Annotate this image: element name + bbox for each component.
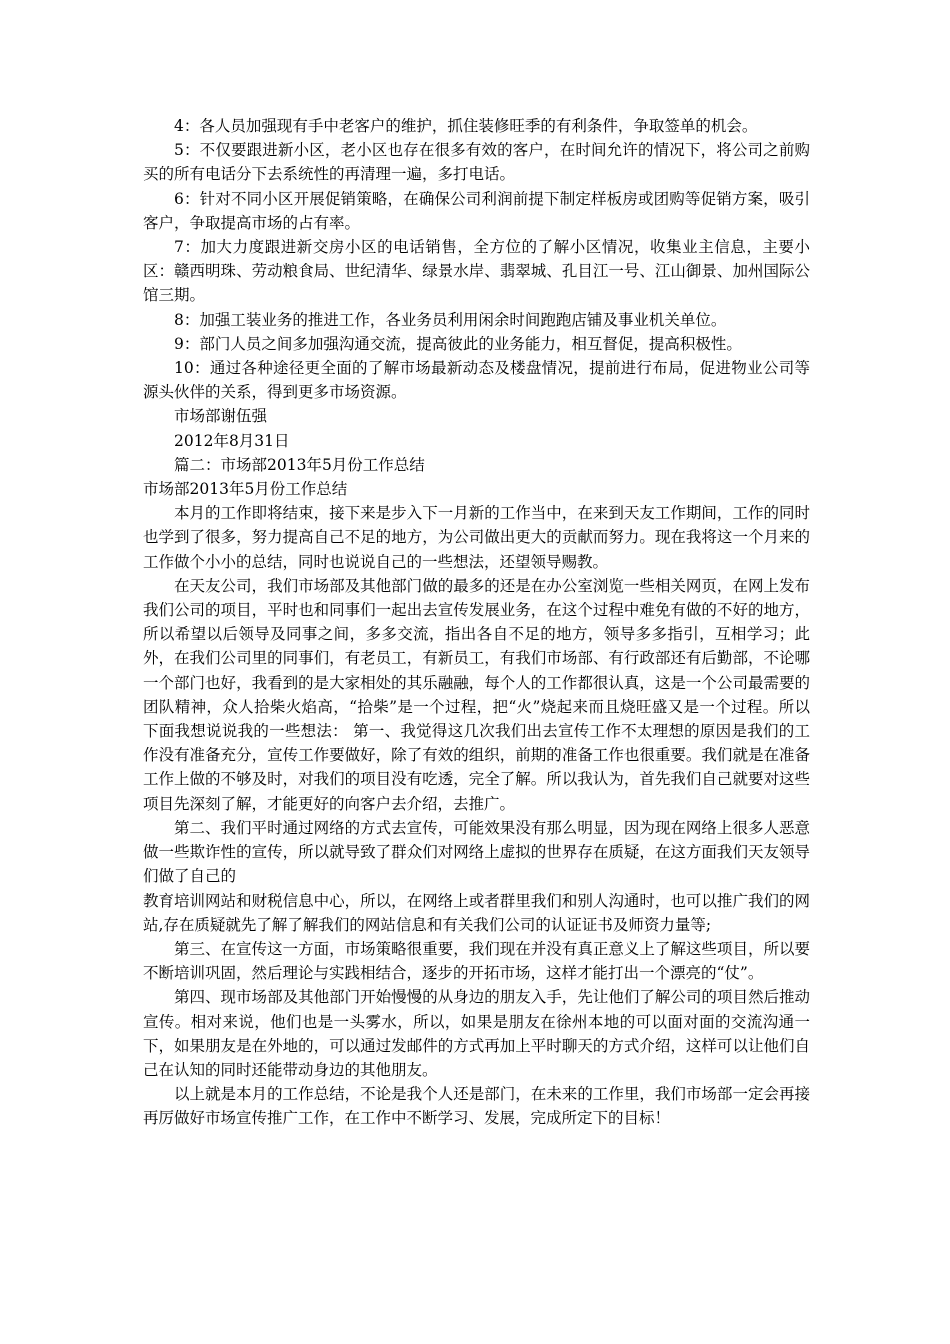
body-paragraph-company: 在天友公司，我们市场部及其他部门做的最多的还是在办公室浏览一些相关网页，在网上发布我们公司的项目，平时也和同事们一起出去宣传发展业务，在这个过程中难免有做的不好的地方，所以希望以后领导及同事之间，多多交流，指出各自不足的地方，领导多多指引，互相学习；此外，在我们公司里的同事们，有老员工，有新员工，有我们市场部、有行政部还有后勤部，不论哪一个部门也好，我看到的是大家相处的其乐融融，每个人的工作都很认真，这是一个公司最需要的团队精神，众人拾柴火焰高，“拾柴”是一个过程，把“火”烧起来而且烧旺盛又是一个过程。所以下面我想说说我的一些想法： 第一、我觉得这几次我们出去宣传工作不太理想的原因是我们的工作没有准备充分，宣传工作要做好，除了有效的组织，前期的准备工作也很重要。我们就是在准备工作上做的不够及时，对我们的项目没有吃透，完全了解。所以我认为，首先我们自己就要对这些项目先深刻了解，才能更好的向客户去介绍，去推广。: [143, 576, 810, 813]
body-paragraph-third: 第三、在宣传这一方面，市场策略很重要，我们现在并没有真正意义上了解这些项目，所以要不断培训巩固，然后理论与实践相结合，逐步的开拓市场，这样才能打出一个漂亮的“仗”。: [143, 939, 810, 983]
signature-date: 2012年8月31日: [174, 431, 290, 450]
paragraph-item-4: 4：各人员加强现有手中老客户的维护，抓住装修旺季的有利条件，争取签单的机会。: [174, 117, 758, 135]
paragraph-item-6: 6：针对不同小区开展促销策略，在确保公司利润前提下制定样板房或团购等促销方案，吸引客户，争取提高市场的占有率。: [143, 189, 810, 232]
body-paragraph-fourth: 第四、现市场部及其他部门开始慢慢的从身边的朋友入手，先让他们了解公司的项目然后推动宣传。相对来说，他们也是一头雾水，所以，如果是朋友在徐州本地的可以面对面的交流沟通一下，如果朋友是在外地的，可以通过发邮件的方式再加上平时聊天的方式介绍，这样可以让他们自己在认知的同时还能带动身边的其他朋友。: [143, 988, 810, 1079]
section-heading: 篇二：市场部2013年5月份工作总结: [174, 455, 425, 474]
signature-name: 市场部谢伍强: [174, 407, 268, 426]
paragraph-item-5: 5：不仅要跟进新小区，老小区也存在很多有效的客户，在时间允许的情况下，将公司之前购买的所有电话分下去系统性的再清理一遍，多打电话。: [143, 141, 810, 184]
paragraph-item-9: 9：部门人员之间多加强沟通交流，提高彼此的业务能力，相互督促，提高积极性。: [174, 334, 742, 353]
body-paragraph-second-cont: 教育培训网站和财税信息中心，所以，在网络上或者群里我们和别人沟通时，也可以推广我们的网站,存在质疑就先了解了解我们的网站信息和有关我们公司的认证证书及师资力量等;: [143, 891, 810, 934]
paragraph-item-7: 7：加大力度跟进新交房小区的电话销售，全方位的了解小区情况，收集业主信息，主要小区：赣西明珠、劳动粮食局、世纪清华、绿景水岸、翡翠城、孔目江一号、江山御景、加州国际公馆三期。: [143, 238, 810, 305]
body-paragraph-intro: 本月的工作即将结束，接下来是步入下一月新的工作当中，在来到天友工作期间，工作的同时也学到了很多，努力提高自己不足的地方，为公司做出更大的贡献而努力。现在我将这一个月来的工作做个小小的总结，同时也说说自己的一些想法，还望领导赐教。: [143, 504, 810, 571]
document-title: 市场部2013年5月份工作总结: [143, 480, 348, 499]
paragraph-item-8: 8：加强工装业务的推进工作，各业务员利用闲余时间跑跑店铺及事业机关单位。: [174, 310, 727, 329]
body-paragraph-conclusion: 以上就是本月的工作总结，不论是我个人还是部门，在未来的工作里，我们市场部一定会再接再厉做好市场宣传推广工作，在工作中不断学习、发展，完成所定下的目标！: [143, 1085, 810, 1128]
paragraph-item-10: 10：通过各种途径更全面的了解市场最新动态及楼盘情况，提前进行布局，促进物业公司等源头伙伴的关系，得到更多市场资源。: [143, 359, 810, 402]
document-page: [143, 114, 810, 1131]
body-paragraph-second: 第二、我们平时通过网络的方式去宣传，可能效果没有那么明显，因为现在网络上很多人恶意做一些欺诈性的宣传，所以就导致了群众们对网络上虚拟的世界存在质疑，在这方面我们天友领导们做了自己的: [143, 818, 810, 886]
